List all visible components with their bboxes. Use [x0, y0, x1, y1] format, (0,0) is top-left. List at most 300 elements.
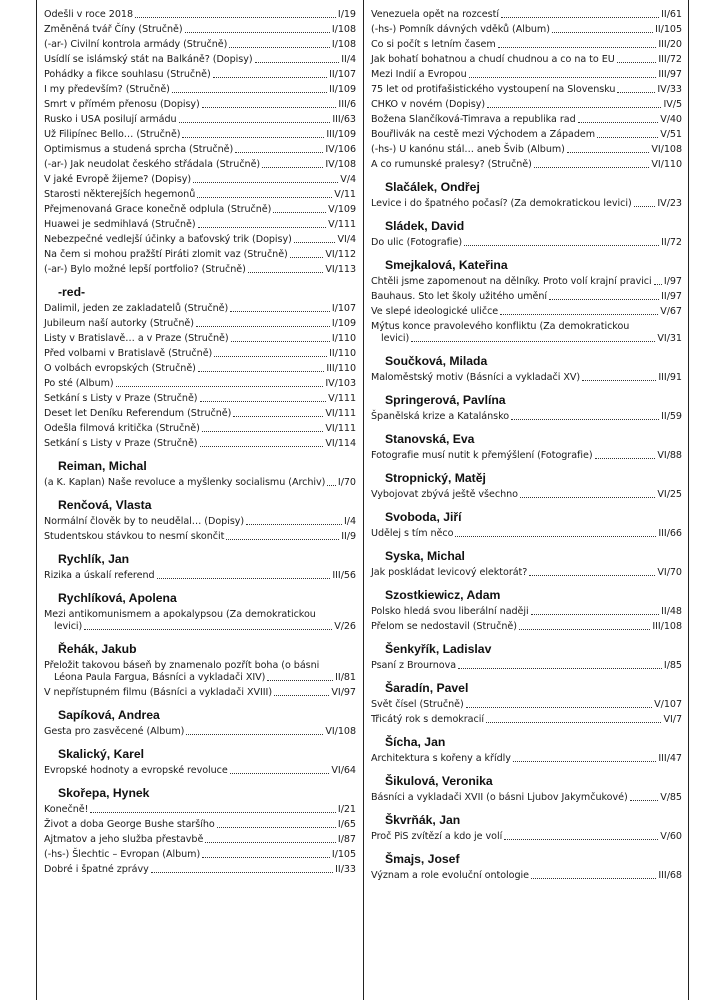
- index-entry: [371, 753, 682, 765]
- entry-title: Dobré i špatné zprávy: [44, 864, 149, 875]
- leader-dots: [200, 401, 327, 402]
- index-entry: [44, 99, 356, 111]
- column-rule-left: [36, 0, 37, 1000]
- index-entry: [44, 189, 356, 201]
- index-entry: [44, 84, 356, 96]
- leader-dots: [501, 17, 659, 18]
- index-column-right: [371, 6, 682, 884]
- author-heading: Sládek, David: [385, 219, 465, 233]
- entry-title: Polsko hledá svou liberální naději: [371, 606, 529, 617]
- index-entry: [44, 378, 356, 390]
- leader-dots: [198, 371, 324, 372]
- index-entry: [371, 39, 682, 51]
- index-entry: [44, 765, 356, 777]
- entry-title: Jubileum naší autorky (Stručně): [44, 318, 194, 329]
- entry-reference: I/21: [337, 804, 356, 815]
- index-entry: [44, 477, 356, 489]
- entry-reference: V/107: [654, 699, 682, 710]
- index-entry: [371, 567, 682, 579]
- entry-continuation-line: [371, 333, 682, 345]
- leader-dots: [531, 878, 656, 879]
- entry-reference: II/9: [341, 531, 356, 542]
- author-heading: Stropnický, Matěj: [385, 471, 486, 485]
- entry-reference: V/111: [328, 219, 356, 230]
- leader-dots: [235, 152, 323, 153]
- author-heading: Renčová, Vlasta: [58, 498, 152, 512]
- leader-dots: [500, 314, 658, 315]
- index-entry: [44, 531, 356, 543]
- entry-reference: I/97: [663, 276, 682, 287]
- leader-dots: [519, 629, 650, 630]
- entry-reference: V/111: [328, 393, 356, 404]
- index-entry: [44, 69, 356, 81]
- leader-dots: [217, 827, 336, 828]
- author-heading: -red-: [58, 285, 86, 299]
- entry-reference: III/47: [658, 753, 682, 764]
- entry-title: Přeložit takovou báseň by znamenalo pozřít boha (o básni: [44, 660, 320, 671]
- entry-title: Jak bohatí bohatnou a chudí chudnou a co na to EU: [371, 54, 615, 65]
- entry-title: Listy v Bratislavě… a v Praze (Stručně): [44, 333, 229, 344]
- index-entry: [371, 144, 682, 156]
- leader-dots: [290, 257, 324, 258]
- index-entry: [371, 276, 682, 288]
- entry-reference: II/105: [655, 24, 682, 35]
- entry-title: (-ar-) Civilní kontrola armády (Stručně): [44, 39, 228, 50]
- entry-title: Básníci a vykladači XVII (o básni Ljubov Jakymčukové): [371, 792, 628, 803]
- leader-dots: [172, 92, 327, 93]
- entry-reference: II/33: [335, 864, 356, 875]
- author-heading: Řehák, Jakub: [58, 642, 137, 656]
- entry-reference: VI/111: [325, 423, 356, 434]
- leader-dots: [196, 326, 330, 327]
- index-entry: [44, 660, 356, 684]
- leader-dots: [182, 137, 324, 138]
- entry-title: Na čem si mohou pražští Piráti zlomit vaz (Stručně): [44, 249, 288, 260]
- leader-dots: [200, 446, 324, 447]
- index-entry: [371, 528, 682, 540]
- leader-dots: [464, 245, 659, 246]
- entry-reference: II/4: [341, 54, 356, 65]
- entry-title: Psaní z Brournova: [371, 660, 457, 671]
- entry-title: 75 let od protifašistického vystoupení na Slovensku: [371, 84, 616, 95]
- leader-dots: [202, 107, 337, 108]
- entry-title: Levice i do špatného počasí? (Za demokratickou levici): [371, 198, 632, 209]
- leader-dots: [202, 857, 330, 858]
- leader-dots: [179, 122, 331, 123]
- entry-reference: III/68: [658, 870, 682, 881]
- index-entry: [44, 726, 356, 738]
- entry-title: (-ar-) Jak neudolat českého střádala (Stručně): [44, 159, 261, 170]
- entry-reference: II/59: [661, 411, 682, 422]
- leader-dots: [248, 272, 324, 273]
- entry-reference: III/110: [326, 363, 356, 374]
- entry-title: Konečně!: [44, 804, 89, 815]
- entry-reference: I/4: [343, 516, 356, 527]
- entry-reference: VI/88: [657, 450, 682, 461]
- leader-dots: [294, 242, 336, 243]
- index-entry: [44, 408, 356, 420]
- entry-title: Maloměstský motiv (Básníci a vykladači XV): [371, 372, 581, 383]
- entry-reference: V/109: [328, 204, 356, 215]
- author-heading: Reiman, Michal: [58, 459, 147, 473]
- entry-reference: VI/108: [651, 144, 682, 155]
- entry-title: Božena Slančíková-Timrava a republika rad: [371, 114, 576, 125]
- author-heading: Sapíková, Andrea: [58, 708, 160, 722]
- entry-title: Změněná tvář Číny (Stručně): [44, 24, 183, 35]
- entry-title: Odešli v roce 2018: [44, 9, 133, 20]
- entry-title: Setkání s Listy v Praze (Stručně): [44, 393, 198, 404]
- entry-title: Optimismus a studená sprcha (Stručně): [44, 144, 234, 155]
- index-entry: [371, 84, 682, 96]
- entry-title: Deset let Deníku Referendum (Stručně): [44, 408, 232, 419]
- leader-dots: [617, 92, 655, 93]
- author-heading: Stanovská, Eva: [385, 432, 475, 446]
- author-heading: Rychlíková, Apolena: [58, 591, 177, 605]
- entry-reference: VI/31: [657, 333, 682, 344]
- index-entry: [371, 411, 682, 423]
- entry-title: Přelom se nedostavil (Stručně): [371, 621, 517, 632]
- author-heading: Šaradín, Pavel: [385, 681, 469, 695]
- entry-title: Jak poskládat levicový elektorát?: [371, 567, 528, 578]
- leader-dots: [246, 524, 342, 525]
- leader-dots: [193, 182, 338, 183]
- entry-title: Bauhaus. Sto let školy užitého umění: [371, 291, 548, 302]
- entry-title: Před volbami v Bratislavě (Stručně): [44, 348, 213, 359]
- leader-dots: [151, 872, 333, 873]
- author-heading: Škvrňák, Jan: [385, 813, 461, 827]
- entry-reference: I/105: [331, 849, 356, 860]
- entry-reference: III/20: [658, 39, 682, 50]
- leader-dots: [198, 227, 327, 228]
- column-rule-right: [688, 0, 689, 1000]
- entry-reference: III/66: [658, 528, 682, 539]
- leader-dots: [513, 761, 657, 762]
- index-entry: [44, 129, 356, 141]
- leader-dots: [233, 416, 323, 417]
- leader-dots: [455, 536, 656, 537]
- entry-reference: III/109: [326, 129, 356, 140]
- leader-dots: [202, 431, 324, 432]
- leader-dots: [267, 680, 333, 681]
- entry-title: Mezi antikomunismem a apokalypsou (Za demokratickou: [44, 609, 316, 620]
- index-entry: [44, 264, 356, 276]
- entry-title: Normální člověk by to neudělal… (Dopisy): [44, 516, 245, 527]
- entry-title: Architektura s kořeny a křídly: [371, 753, 511, 764]
- author-heading: Skalický, Karel: [58, 747, 145, 761]
- author-heading: Rychlík, Jan: [58, 552, 130, 566]
- entry-reference: VI/64: [331, 765, 356, 776]
- entry-reference: II/61: [661, 9, 682, 20]
- index-entry: [44, 393, 356, 405]
- leader-dots: [486, 722, 662, 723]
- index-entry: [44, 834, 356, 846]
- entry-title: Smrt v přímém přenosu (Dopisy): [44, 99, 200, 110]
- leader-dots: [262, 167, 323, 168]
- entry-title: Venezuela opět na rozcestí: [371, 9, 499, 20]
- entry-reference: II/109: [329, 84, 356, 95]
- author-heading: Součková, Milada: [385, 354, 488, 368]
- index-entry: [44, 438, 356, 450]
- leader-dots: [634, 206, 656, 207]
- entry-title: Mezi Indií a Evropou: [371, 69, 467, 80]
- author-heading: Springerová, Pavlína: [385, 393, 506, 407]
- index-entry: [371, 606, 682, 618]
- entry-reference: I/19: [337, 9, 356, 20]
- entry-reference: IV/106: [325, 144, 356, 155]
- leader-dots: [90, 812, 336, 813]
- leader-dots: [504, 839, 658, 840]
- index-entry: [44, 24, 356, 36]
- entry-title: Ve slepé ideologické uličce: [371, 306, 499, 317]
- entry-reference: III/56: [332, 570, 356, 581]
- entry-reference: I/108: [331, 24, 356, 35]
- entry-title: Fotografie musí nutit k přemýšlení (Fotografie): [371, 450, 593, 461]
- entry-title: V nepřístupném filmu (Básníci a vykladači XVIII): [44, 687, 273, 698]
- index-entry: [44, 804, 356, 816]
- entry-reference: IV/103: [325, 378, 356, 389]
- entry-title: Huawei je sedmihlavá (Stručně): [44, 219, 196, 230]
- index-entry: [371, 372, 682, 384]
- author-heading: Svoboda, Jiří: [385, 510, 462, 524]
- leader-dots: [411, 341, 655, 342]
- index-entry: [44, 249, 356, 261]
- entry-title: CHKO v novém (Dopisy): [371, 99, 486, 110]
- entry-title: Už Filipínec Bello… (Stručně): [44, 129, 181, 140]
- entry-reference: II/72: [661, 237, 682, 248]
- leader-dots: [229, 47, 330, 48]
- entry-title: Dalimil, jeden ze zakladatelů (Stručně): [44, 303, 229, 314]
- entry-title: Po sté (Album): [44, 378, 114, 389]
- leader-dots: [135, 17, 336, 18]
- leader-dots: [582, 380, 656, 381]
- entry-reference: VI/113: [325, 264, 356, 275]
- entry-reference: VI/110: [651, 159, 682, 170]
- entry-reference: V/40: [660, 114, 682, 125]
- leader-dots: [549, 299, 659, 300]
- entry-title: Setkání s Listy v Praze (Stručně): [44, 438, 198, 449]
- entry-reference: III/108: [652, 621, 682, 632]
- entry-reference: III/63: [332, 114, 356, 125]
- entry-title: Odešla filmová kritička (Stručně): [44, 423, 200, 434]
- leader-dots: [511, 419, 659, 420]
- leader-dots: [274, 695, 329, 696]
- index-entry: [371, 198, 682, 210]
- entry-reference: VI/7: [663, 714, 682, 725]
- index-entry: [371, 660, 682, 672]
- entry-reference: III/6: [338, 99, 356, 110]
- leader-dots: [205, 842, 336, 843]
- entry-title: Starosti některejších hegemonů: [44, 189, 196, 200]
- author-heading: Šenkyřík, Ladislav: [385, 642, 492, 656]
- index-entry: [371, 291, 682, 303]
- entry-reference: I/70: [337, 477, 356, 488]
- index-entry: [371, 9, 682, 21]
- entry-reference: VI/108: [325, 726, 356, 737]
- entry-title: Svět čísel (Stručně): [371, 699, 464, 710]
- entry-title: Třicátý rok s demokracií: [371, 714, 484, 725]
- index-entry: [371, 450, 682, 462]
- leader-dots: [116, 386, 324, 387]
- leader-dots: [458, 668, 662, 669]
- entry-title: Mýtus konce pravolevého konfliktu (Za demokratickou: [371, 321, 630, 332]
- entry-reference: IV/5: [663, 99, 682, 110]
- author-heading: Smejkalová, Kateřina: [385, 258, 508, 272]
- leader-dots: [186, 734, 323, 735]
- entry-title: (a K. Kaplan) Naše revoluce a myšlenky socialismu (Archiv): [44, 477, 326, 488]
- entry-title: Chtěli jsme zapomenout na dělníky. Proto volí krajní pravici: [371, 276, 652, 287]
- entry-title: Vybojovat zbývá ještě všechno: [371, 489, 518, 500]
- entry-title: (-hs-) U kanónu stál… aneb Švib (Album): [371, 144, 565, 155]
- entry-continuation-line: [44, 672, 356, 684]
- index-entry: [371, 54, 682, 66]
- leader-dots: [578, 122, 659, 123]
- leader-dots: [529, 575, 655, 576]
- entry-reference: II/81: [335, 672, 356, 683]
- entry-title-continuation: levici): [381, 333, 410, 344]
- index-entry: [44, 609, 356, 633]
- entry-reference: VI/70: [657, 567, 682, 578]
- index-entry: [44, 54, 356, 66]
- entry-reference: VI/112: [325, 249, 356, 260]
- entry-reference: I/110: [331, 333, 356, 344]
- leader-dots: [595, 458, 656, 459]
- leader-dots: [273, 212, 326, 213]
- index-entry: [371, 792, 682, 804]
- leader-dots: [617, 62, 657, 63]
- entry-title: Udělej s tím něco: [371, 528, 454, 539]
- index-entry: [44, 363, 356, 375]
- entry-title: (-hs-) Pomník dávných vděků (Album): [371, 24, 550, 35]
- entry-title: Význam a role evoluční ontologie: [371, 870, 529, 881]
- entry-reference: III/91: [658, 372, 682, 383]
- index-entry: [44, 39, 356, 51]
- entry-title: V jaké Evropě žijeme? (Dopisy): [44, 174, 192, 185]
- leader-dots: [552, 32, 653, 33]
- author-heading: Szostkiewicz, Adam: [385, 588, 501, 602]
- index-entry: [371, 714, 682, 726]
- leader-dots: [84, 629, 332, 630]
- index-entry: [44, 114, 356, 126]
- entry-reference: VI/97: [331, 687, 356, 698]
- entry-title: Rizika a úskalí referend: [44, 570, 155, 581]
- entry-reference: II/107: [329, 69, 356, 80]
- entry-reference: III/72: [658, 54, 682, 65]
- entry-title: Ajtmatov a jeho služba přestavbě: [44, 834, 204, 845]
- entry-title: Přejmenovaná Grace konečně odplula (Stručně): [44, 204, 272, 215]
- index-entry: [371, 99, 682, 111]
- leader-dots: [597, 137, 658, 138]
- index-entry: [371, 870, 682, 882]
- leader-dots: [466, 707, 652, 708]
- leader-dots: [255, 62, 340, 63]
- index-entry: [44, 234, 356, 246]
- index-entry: [44, 219, 356, 231]
- entry-reference: VI/114: [325, 438, 356, 449]
- leader-dots: [213, 77, 327, 78]
- index-entry: [44, 318, 356, 330]
- index-entry: [44, 819, 356, 831]
- entry-title: Co si počít s letním časem: [371, 39, 496, 50]
- entry-reference: I/65: [337, 819, 356, 830]
- entry-title: I my především? (Stručně): [44, 84, 170, 95]
- entry-reference: V/85: [660, 792, 682, 803]
- leader-dots: [327, 485, 336, 486]
- index-entry: [44, 303, 356, 315]
- leader-dots: [520, 497, 655, 498]
- index-entry: [44, 348, 356, 360]
- index-entry: [44, 9, 356, 21]
- entry-continuation-line: [44, 621, 356, 633]
- entry-reference: V/11: [334, 189, 356, 200]
- entry-reference: I/108: [331, 39, 356, 50]
- leader-dots: [534, 167, 650, 168]
- entry-reference: II/48: [661, 606, 682, 617]
- entry-reference: I/107: [331, 303, 356, 314]
- entry-title: Do ulic (Fotografie): [371, 237, 463, 248]
- entry-reference: V/67: [660, 306, 682, 317]
- leader-dots: [230, 773, 330, 774]
- index-entry: [371, 237, 682, 249]
- index-entry: [44, 144, 356, 156]
- column-rule-middle: [363, 0, 364, 1000]
- entry-reference: II/110: [329, 348, 356, 359]
- entry-reference: IV/33: [657, 84, 682, 95]
- leader-dots: [231, 341, 330, 342]
- index-entry: [371, 159, 682, 171]
- entry-title: Rusko i USA posilují armádu: [44, 114, 177, 125]
- entry-reference: V/26: [334, 621, 356, 632]
- author-heading: Šikulová, Veronika: [385, 774, 493, 788]
- leader-dots: [197, 197, 332, 198]
- entry-reference: I/87: [337, 834, 356, 845]
- entry-reference: II/97: [661, 291, 682, 302]
- entry-reference: V/60: [660, 831, 682, 842]
- index-entry: [44, 333, 356, 345]
- index-entry: [44, 570, 356, 582]
- index-entry: [44, 159, 356, 171]
- leader-dots: [531, 614, 659, 615]
- entry-title-continuation: Léona Paula Fargua, Básníci a vykladači XIV): [54, 672, 266, 683]
- leader-dots: [185, 32, 330, 33]
- leader-dots: [157, 578, 331, 579]
- entry-reference: VI/4: [337, 234, 356, 245]
- index-entry: [44, 516, 356, 528]
- entry-reference: VI/111: [325, 408, 356, 419]
- index-entry: [371, 24, 682, 36]
- entry-title: (-hs-) Šlechtic – Evropan (Album): [44, 849, 201, 860]
- entry-title: Pohádky a fikce souhlasu (Stručně): [44, 69, 211, 80]
- entry-title: Evropské hodnoty a evropské revoluce: [44, 765, 228, 776]
- entry-reference: IV/108: [325, 159, 356, 170]
- leader-dots: [567, 152, 650, 153]
- author-heading: Slačálek, Ondřej: [385, 180, 480, 194]
- leader-dots: [230, 311, 330, 312]
- author-heading: Šmajs, Josef: [385, 852, 460, 866]
- entry-reference: I/109: [331, 318, 356, 329]
- index-entry: [371, 321, 682, 345]
- author-heading: Syska, Michal: [385, 549, 465, 563]
- leader-dots: [498, 47, 657, 48]
- leader-dots: [654, 284, 662, 285]
- index-entry: [371, 621, 682, 633]
- leader-dots: [469, 77, 657, 78]
- entry-title: (-ar-) Bylo možné lepší portfolio? (Stručně): [44, 264, 246, 275]
- entry-title: Nebezpečné vedlejší účinky a baťovský trik (Dopisy): [44, 234, 292, 245]
- entry-title: Gesta pro zasvěcené (Album): [44, 726, 185, 737]
- leader-dots: [630, 800, 659, 801]
- leader-dots: [226, 539, 339, 540]
- index-entry: [44, 174, 356, 186]
